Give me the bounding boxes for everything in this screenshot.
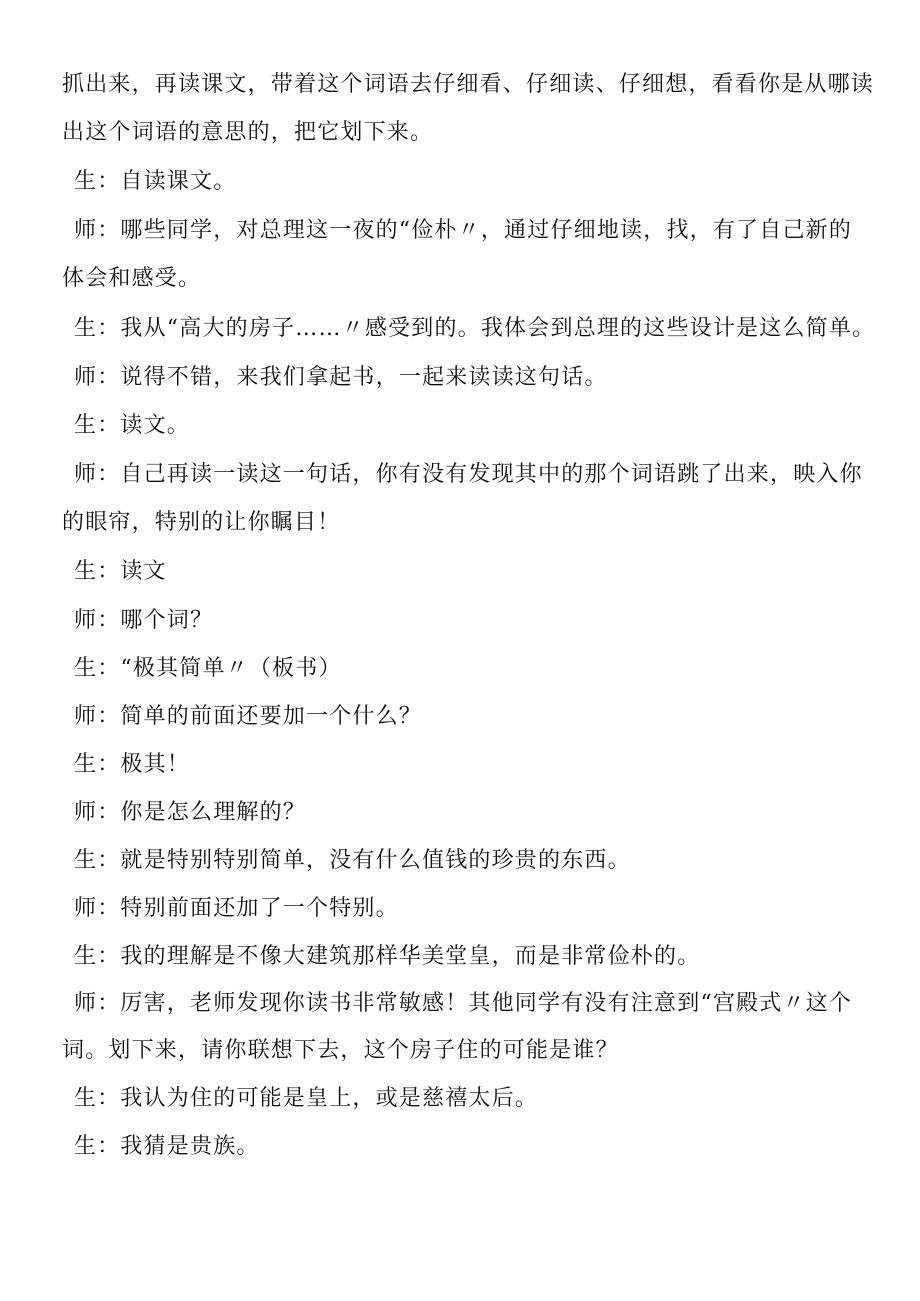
text-line-5: 体会和感受。 xyxy=(62,266,202,291)
text-line-23: 生：我猜是贵族。 xyxy=(74,1134,260,1159)
text-line-10: 的眼帘，特别的让你瞩目！ xyxy=(62,510,341,535)
text-line-15: 生：极其！ xyxy=(74,752,191,777)
text-line-12: 师：哪个词？ xyxy=(74,608,214,633)
text-line-19: 生：我的理解是不像大建筑那样华美堂皇，而是非常俭朴的。 xyxy=(74,944,701,969)
text-line-22: 生：我认为住的可能是皇上，或是慈禧太后。 xyxy=(74,1086,539,1111)
text-line-1: 抓出来，再读课文，带着这个词语去仔细看、仔细读、仔细想，看看你是从哪读 xyxy=(62,72,875,97)
text-line-21: 词。划下来，请你联想下去，这个房子住的可能是谁？ xyxy=(62,1038,619,1063)
text-line-8: 生：读文。 xyxy=(74,413,191,438)
text-line-6: 生：我从“高大的房子……〃感受到的。我体会到总理的这些设计是这么简单。 xyxy=(74,316,876,341)
text-line-13: 生：“极其简单〃（板书） xyxy=(74,656,342,681)
text-line-18: 师：特别前面还加了一个特别。 xyxy=(74,896,399,921)
text-line-4: 师：哪些同学，对总理这一夜的“俭朴〃，通过仔细地读，找，有了自己新的 xyxy=(74,218,853,243)
text-line-20: 师：厉害，老师发现你读书非常敏感！其他同学有没有注意到“宫殿式〃这个 xyxy=(74,991,853,1016)
text-line-17: 生：就是特别特别简单，没有什么值钱的珍贵的东西。 xyxy=(74,848,631,873)
text-line-2: 出这个词语的意思的，把它划下来。 xyxy=(62,120,434,145)
text-line-11: 生：读文 xyxy=(74,559,167,584)
text-line-7: 师：说得不错，来我们拿起书，一起来读读这句话。 xyxy=(74,365,608,390)
text-line-3: 生：自读课文。 xyxy=(74,169,237,194)
text-line-16: 师：你是怎么理解的？ xyxy=(74,800,307,825)
text-line-14: 师：简单的前面还要加一个什么？ xyxy=(74,704,423,729)
text-line-9: 师：自己再读一读这一句话，你有没有发现其中的那个词语跳了出来，映入你 xyxy=(74,462,863,487)
